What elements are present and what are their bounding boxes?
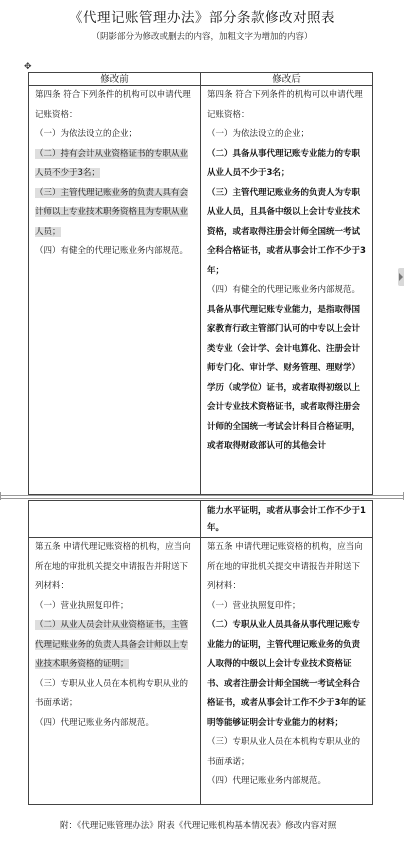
article4-after-cell [200, 85, 373, 495]
continuation-after-cell [200, 500, 373, 538]
article4-before-cell [28, 85, 201, 495]
article4-after-item2: （二）具备从事代理记账专业能力的专职从业人员不少于3名； [207, 148, 361, 178]
article4-before-item3-text: （三）主管代理记账业务的负责人具有会计师以上专业技术职务资格且为专职从业人员； [35, 187, 189, 237]
article5-after-item1: （一）营业执照复印件； [207, 600, 301, 611]
article4-before-item2 [35, 145, 195, 184]
article4-before-item3 [35, 184, 195, 243]
article5-after-item4: （四）代理记账业务内部规范。 [207, 776, 327, 786]
article4-before-item2-text: （二）持有会计从业资格证书的专职从业人员不少于3名； [35, 148, 189, 178]
table-move-handle-icon[interactable]: ✥ [24, 62, 32, 72]
page-break-right-mark [397, 492, 404, 500]
article5-after-intro: 第五条 申请代理记账资格的机构，应当向所在地的审批机关提交申请报告并附送下列材料： [207, 542, 363, 591]
article4-after-item3: （三）主管代理记账业务的负责人为专职从业人员，且具备中级以上会计专业技术资格，或者取得注册会计师全国统一考试全科合格证书，或者从事会计工作不少于3年； [207, 187, 366, 276]
footnote: 附：《代理记账管理办法》附表《代理记账机构基本情况表》修改内容对照 [60, 821, 337, 831]
article5-before-intro: 第五条 申请代理记账资格的机构，应当向所在地的审批机关提交申请报告并附送下列材料： [35, 542, 191, 591]
article4-after-item4: （四）有健全的代理记账业务内部规范。 [207, 285, 361, 295]
article5-before-item1: （一）营业执照复印件； [35, 600, 129, 611]
document-title: 《代理记账管理办法》部分条款修改对照表 [69, 10, 335, 26]
article5-after-item3: （三）专职从业人员在本机构专职从业的书面承诺； [207, 737, 361, 767]
article5-before-item2-text: （二）从业人员会计从业资格证书，主管代理记账业务的负责人具备会计师以上专业技术职务资格的证明； [35, 620, 189, 669]
article5-before-item3: （三）专职从业人员在本机构专职从业的书面承诺； [35, 678, 189, 708]
article5-before-item4: （四）代理记账业务内部规范。 [35, 717, 155, 728]
article4-before-intro: 第四条 符合下列条件的机构可以申请代理记账资格： [35, 90, 191, 120]
article4-after-definition: 具备从事代理记账专业能力，是指取得国家教育行政主管部门认可的中专以上会计类专业（会计学、会计电算化、注册会计师专门化、审计学、财务管理、理财学）学历（或学位）证书，或者取得初级以上会计专业技术资格证书，或者取得注册会计师的全国统一考试会计科目合格证明，或者取得财政部认可的其他会计 [207, 304, 361, 451]
article5-after-cell [200, 537, 373, 805]
article4-before-item1: （一）为依法设立的企业； [35, 129, 138, 139]
article4-after-item1: （一）为依法设立的企业； [207, 129, 310, 139]
continuation-before-cell [28, 500, 201, 538]
article4-before-item4: （四）有健全的代理记账业务内部规范。 [35, 246, 189, 256]
header-before: 修改前 [28, 72, 201, 86]
side-panel-expand-icon[interactable] [398, 268, 404, 286]
article5-before-cell [28, 537, 201, 805]
article5-before-item2 [35, 616, 195, 675]
article5-after-item2: （二）专职从业人员具备从事代理记账专业能力的证明，主管代理记账业务的负责人取得的中级以上会计专业技术资格证书、或者注册会计师全国统一考试全科合格证书，或者从事会计工作不少于3年的证明等能够证明会计专业能力的材料； [207, 620, 366, 728]
article4-after-definition-continued: 能力水平证明，或者从事会计工作不少于1年。 [207, 506, 366, 533]
document-subtitle: （阴影部分为修改或删去的内容，加粗文字为增加的内容） [91, 32, 313, 42]
article4-after-intro: 第四条 符合下列条件的机构可以申请代理记账资格： [207, 90, 363, 120]
header-after: 修改后 [200, 72, 373, 86]
page-break [0, 495, 404, 499]
